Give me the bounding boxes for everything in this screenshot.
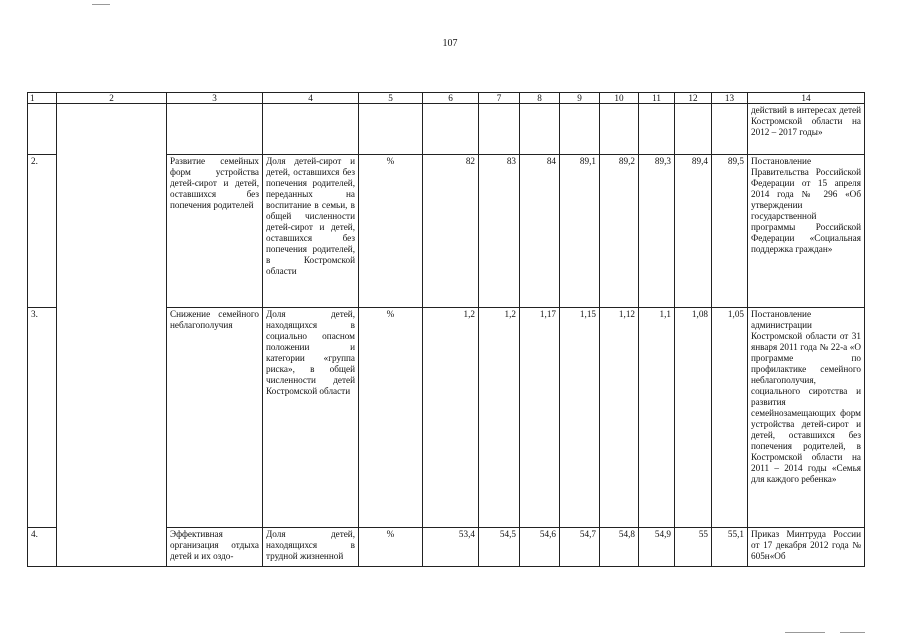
header-cell: 3 bbox=[167, 93, 263, 104]
scan-artifact-line bbox=[92, 4, 110, 5]
merged-goal-column-cell bbox=[57, 104, 167, 567]
unit-cell: % bbox=[359, 528, 423, 567]
indicator-cell bbox=[263, 104, 359, 155]
goal-cell bbox=[167, 104, 263, 155]
row-index: 4. bbox=[28, 528, 57, 567]
value-cell: 82 bbox=[423, 155, 479, 308]
table-row bbox=[28, 104, 865, 155]
header-cell: 1 bbox=[28, 93, 57, 104]
value-cell bbox=[479, 104, 520, 155]
value-cell: 1,2 bbox=[479, 308, 520, 528]
value-cell: 1,12 bbox=[600, 308, 639, 528]
value-cell: 83 bbox=[479, 155, 520, 308]
row-index: 2. bbox=[28, 155, 57, 308]
value-cell: 1,05 bbox=[712, 308, 748, 528]
page-number: 107 bbox=[442, 38, 458, 49]
indicator-cell: Доля детей, находящихся в социально опасном положении и категории «группа риска», в общей численности детей Костромской области bbox=[263, 308, 359, 528]
value-cell: 55,1 bbox=[712, 528, 748, 567]
basis-cell: действий в интересах детей Костромской области на 2012 – 2017 годы» bbox=[748, 104, 865, 155]
value-cell bbox=[520, 104, 560, 155]
value-cell: 89,3 bbox=[639, 155, 675, 308]
header-cell: 2 bbox=[57, 93, 167, 104]
scan-artifact-line bbox=[785, 632, 825, 633]
scan-artifact-line bbox=[840, 632, 865, 633]
value-cell bbox=[675, 104, 712, 155]
header-cell: 10 bbox=[600, 93, 639, 104]
goal-cell: Развитие семейных форм устройства детей-сирот и детей, оставшихся без попечения родителей bbox=[167, 155, 263, 308]
table-header-row bbox=[28, 93, 865, 104]
row-index: 3. bbox=[28, 308, 57, 528]
goal-cell: Снижение семейного неблагополучия bbox=[167, 308, 263, 528]
value-cell: 54,9 bbox=[639, 528, 675, 567]
value-cell: 1,17 bbox=[520, 308, 560, 528]
indicators-table bbox=[27, 92, 865, 567]
header-cell: 11 bbox=[639, 93, 675, 104]
value-cell bbox=[560, 104, 600, 155]
value-cell: 55 bbox=[675, 528, 712, 567]
value-cell: 1,08 bbox=[675, 308, 712, 528]
unit-cell bbox=[359, 104, 423, 155]
header-cell: 12 bbox=[675, 93, 712, 104]
header-cell: 14 bbox=[748, 93, 865, 104]
basis-cell: Постановление Правительства Российской Федерации от 15 апреля 2014 года № 296 «Об утверждении государственной программы Российской Федерации «Социальная поддержка граждан» bbox=[748, 155, 865, 308]
value-cell: 54,5 bbox=[479, 528, 520, 567]
header-cell: 8 bbox=[520, 93, 560, 104]
header-cell: 13 bbox=[712, 93, 748, 104]
value-cell: 1,2 bbox=[423, 308, 479, 528]
value-cell: 54,8 bbox=[600, 528, 639, 567]
header-cell: 4 bbox=[263, 93, 359, 104]
value-cell: 89,5 bbox=[712, 155, 748, 308]
value-cell bbox=[639, 104, 675, 155]
value-cell: 89,2 bbox=[600, 155, 639, 308]
value-cell bbox=[423, 104, 479, 155]
goal-cell: Эффективная организация отдыха детей и их оздо- bbox=[167, 528, 263, 567]
unit-cell: % bbox=[359, 308, 423, 528]
indicator-cell: Доля детей-сирот и детей, оставшихся без попечения родителей, переданных на воспитание в семьи, в общей численности детей-сирот и детей, оставшихся без попечения родителей, в Костромской области bbox=[263, 155, 359, 308]
unit-cell: % bbox=[359, 155, 423, 308]
value-cell bbox=[712, 104, 748, 155]
value-cell bbox=[600, 104, 639, 155]
header-cell: 9 bbox=[560, 93, 600, 104]
header-cell: 5 bbox=[359, 93, 423, 104]
value-cell: 89,1 bbox=[560, 155, 600, 308]
value-cell: 89,4 bbox=[675, 155, 712, 308]
value-cell: 54,7 bbox=[560, 528, 600, 567]
value-cell: 54,6 bbox=[520, 528, 560, 567]
value-cell: 1,1 bbox=[639, 308, 675, 528]
header-cell: 7 bbox=[479, 93, 520, 104]
row-index bbox=[28, 104, 57, 155]
value-cell: 1,15 bbox=[560, 308, 600, 528]
value-cell: 84 bbox=[520, 155, 560, 308]
header-cell: 6 bbox=[423, 93, 479, 104]
indicator-cell: Доля детей, находящихся в трудной жизненной bbox=[263, 528, 359, 567]
basis-cell: Приказ Минтруда России от 17 декабря 2012 года № 605н«Об bbox=[748, 528, 865, 567]
value-cell: 53,4 bbox=[423, 528, 479, 567]
basis-cell: Постановление администрации Костромской области от 31 января 2011 года № 22-а «О программе по профилактике семейного неблагополучия, социального сиротства и развития семейнозамещающих форм устройства детей-сирот и детей, оставшихся без попечения родителей, в Костромской области на 2011 – 2014 годы «Семья для каждого ребенка» bbox=[748, 308, 865, 528]
